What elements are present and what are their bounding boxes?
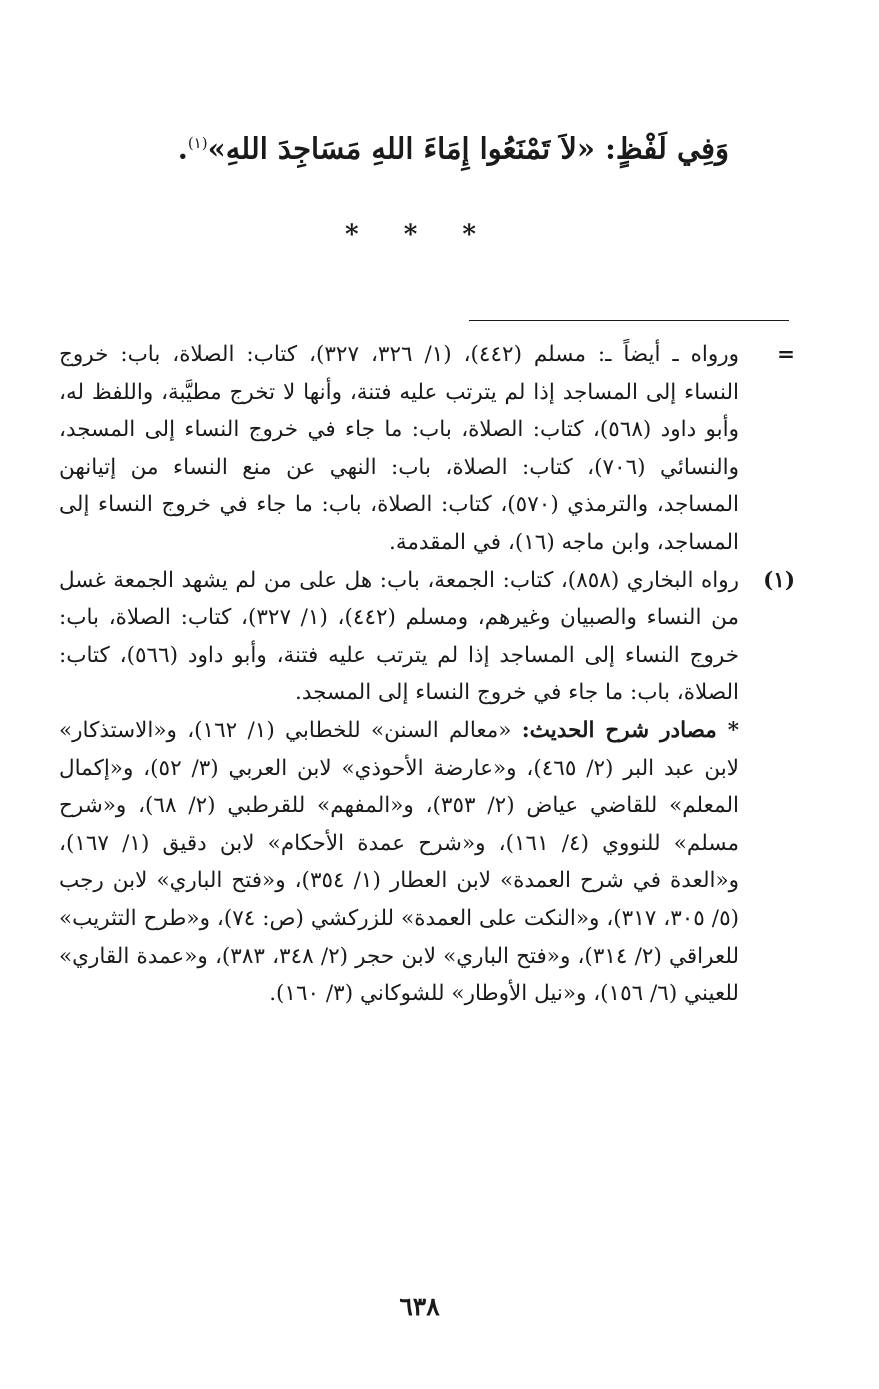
- continuation-marker: =: [776, 342, 795, 367]
- footnote-reference[interactable]: (١): [187, 134, 208, 152]
- footnote-1-marker: (١): [763, 567, 795, 593]
- footnote-continuation: [59, 336, 795, 562]
- footnote-continuation-text: ورواه ـ أيضاً ـ: مسلم (٤٤٢)، (١/ ٣٢٦، ٣٢٧)، كتاب: الصلاة، باب: خروج النساء إلى المساجد إذا لم يترتب عليه فتنة، وأنها لا تخرج مطيَّبة، واللفظ له، وأبو داود (٥٦٨)، كتاب: الصلاة، باب: ما جاء في خروج النساء إلى المسجد، والنسائي (٧٠٦)، كتاب: الصلاة، باب: النهي عن منع النساء من إتيانهن المساجد، والترمذي (٥٧٠)، كتاب: الصلاة، باب: ما جاء في خروج النساء إلى المساجد، وابن ماجه (١٦)، في المقدمة.: [59, 342, 740, 555]
- footnote-separator: [469, 320, 789, 321]
- section-divider: * * *: [345, 220, 494, 250]
- footnote-1-text: رواه البخاري (٨٥٨)، كتاب: الجمعة، باب: هل على من لم يشهد الجمعة غسل من النساء والصبيان وغيرهم، ومسلم (٤٤٢)، (١/ ٣٢٧)، كتاب: الصلاة، باب: خروج النساء إلى المساجد إذا لم يترتب عليه فتنة، وأبو داود (٥٦٦)، كتاب: الصلاة، باب: ما جاء في خروج النساء إلى المسجد.: [59, 567, 740, 706]
- hadith-end-period: .: [177, 131, 188, 166]
- page-number: ٦٣٨: [399, 1292, 440, 1321]
- sources-text: «معالم السنن» للخطابي (١/ ١٦٢)، و«الاستذكار» لابن عبد البر (٢/ ٤٦٥)، و«عارضة الأحوذي» لابن العربي (٣/ ٥٢)، و«إكمال المعلم» للقاضي عياض (٢/ ٣٥٣)، و«المفهم» للقرطبي (٢/ ٦٨)، و«شرح مسلم» للنووي (٤/ ١٦١)، و«شرح عمدة الأحكام» لابن دقيق (١/ ١٦٧)، و«العدة في شرح العمدة» لابن العطار (١/ ٣٥٤)، و«فتح الباري» لابن رجب (٥/ ٣٠٥، ٣١٧)، و«النكت على العمدة» للزركشي (ص: ٧٤)، و«طرح التثريب» للعراقي (٢/ ٣١٤)، و«فتح الباري» لابن حجر (٢/ ٣٤٨، ٣٨٣)، و«عمدة القاري» للعيني (٦/ ١٥٦)، و«نيل الأوطار» للشوكاني (٣/ ١٦٠).: [59, 717, 740, 1007]
- footnote-1: [59, 562, 795, 712]
- hadith-text-line: [129, 118, 729, 174]
- footnotes-section: [59, 336, 795, 1013]
- hadith-text: وَفِي لَفْظٍ: «لاَ تَمْنَعُوا إِمَاءَ اللهِ مَسَاجِدَ اللهِ»: [207, 131, 729, 166]
- hadith-commentary-sources: [59, 712, 795, 1013]
- sources-label: * مصادر شرح الحديث:: [521, 717, 740, 743]
